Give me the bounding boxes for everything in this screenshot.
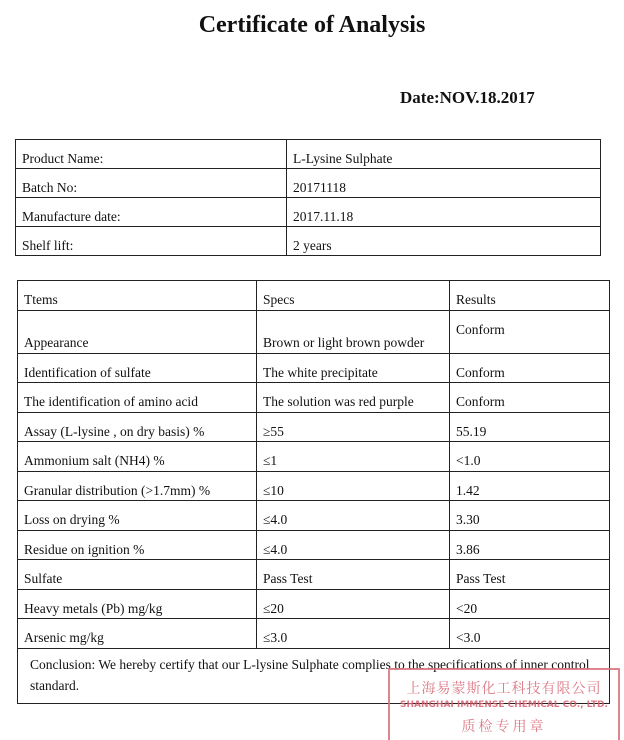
product-info-table: [15, 139, 601, 256]
info-value: 2 years: [287, 227, 601, 256]
item-cell: Loss on drying %: [18, 501, 257, 531]
item-cell: Identification of sulfate: [18, 353, 257, 383]
info-row: [16, 169, 601, 198]
date-value: NOV.18.2017: [439, 88, 535, 107]
table-header-row: [18, 281, 610, 311]
company-seal: [388, 668, 620, 740]
item-cell: The identification of amino acid: [18, 383, 257, 413]
info-label: Shelf lift:: [16, 227, 287, 256]
header-items: Ttems: [18, 281, 257, 311]
spec-cell: ≤1: [257, 442, 450, 472]
document-title: Certificate of Analysis: [198, 12, 426, 38]
result-cell: Conform: [450, 353, 610, 383]
item-cell: Arsenic mg/kg: [18, 619, 257, 649]
spec-cell: The solution was red purple: [257, 383, 450, 413]
result-cell: 55.19: [450, 412, 610, 442]
info-value: L-Lysine Sulphate: [287, 140, 601, 169]
seal-purpose: 质检专用章: [461, 719, 547, 735]
info-value: 20171118: [287, 169, 601, 198]
item-cell: Ammonium salt (NH4) %: [18, 442, 257, 472]
info-value: 2017.11.18: [287, 198, 601, 227]
item-cell: Granular distribution (>1.7mm) %: [18, 471, 257, 501]
item-cell: Heavy metals (Pb) mg/kg: [18, 589, 257, 619]
table-row: [18, 501, 610, 531]
item-cell: Appearance: [18, 310, 257, 353]
result-cell: <3.0: [450, 619, 610, 649]
certificate-date: [400, 88, 535, 108]
spec-cell: ≤4.0: [257, 501, 450, 531]
spec-cell: Brown or light brown powder: [257, 310, 450, 353]
info-label: Manufacture date:: [16, 198, 287, 227]
spec-cell: ≤3.0: [257, 619, 450, 649]
header-results: Results: [450, 281, 610, 311]
table-row: [18, 530, 610, 560]
result-cell: 1.42: [450, 471, 610, 501]
info-row: [16, 227, 601, 256]
item-cell: Assay (L-lysine , on dry basis) %: [18, 412, 257, 442]
info-row: [16, 140, 601, 169]
spec-cell: ≥55: [257, 412, 450, 442]
header-specs: Specs: [257, 281, 450, 311]
result-cell: 3.30: [450, 501, 610, 531]
result-cell: Conform: [450, 383, 610, 413]
table-row: [18, 383, 610, 413]
table-row: [18, 412, 610, 442]
table-row: [18, 310, 610, 353]
date-label: Date:: [400, 88, 440, 107]
conclusion-text: Conclusion: We hereby certify that our L-lysine Sulphate complies to the specifications of inner control standard.: [18, 648, 610, 703]
result-cell: Conform: [450, 310, 610, 353]
item-cell: Residue on ignition %: [18, 530, 257, 560]
result-cell: <1.0: [450, 442, 610, 472]
result-cell: 3.86: [450, 530, 610, 560]
table-row: [18, 442, 610, 472]
spec-cell: ≤4.0: [257, 530, 450, 560]
result-cell: Pass Test: [450, 560, 610, 590]
seal-company-name: 上海易蒙斯化工科技有限公司: [406, 681, 602, 697]
table-row: [18, 471, 610, 501]
seal-english-name: SHANGHAI IMMENSE CHEMICAL CO., LTD.: [400, 700, 608, 710]
table-row: [18, 353, 610, 383]
table-row: [18, 589, 610, 619]
spec-cell: ≤20: [257, 589, 450, 619]
spec-cell: Pass Test: [257, 560, 450, 590]
spec-cell: The white precipitate: [257, 353, 450, 383]
info-label: Batch No:: [16, 169, 287, 198]
spec-cell: ≤10: [257, 471, 450, 501]
item-cell: Sulfate: [18, 560, 257, 590]
table-row: [18, 560, 610, 590]
info-row: [16, 198, 601, 227]
table-row: [18, 619, 610, 649]
info-label: Product Name:: [16, 140, 287, 169]
analysis-table: [17, 280, 610, 704]
result-cell: <20: [450, 589, 610, 619]
